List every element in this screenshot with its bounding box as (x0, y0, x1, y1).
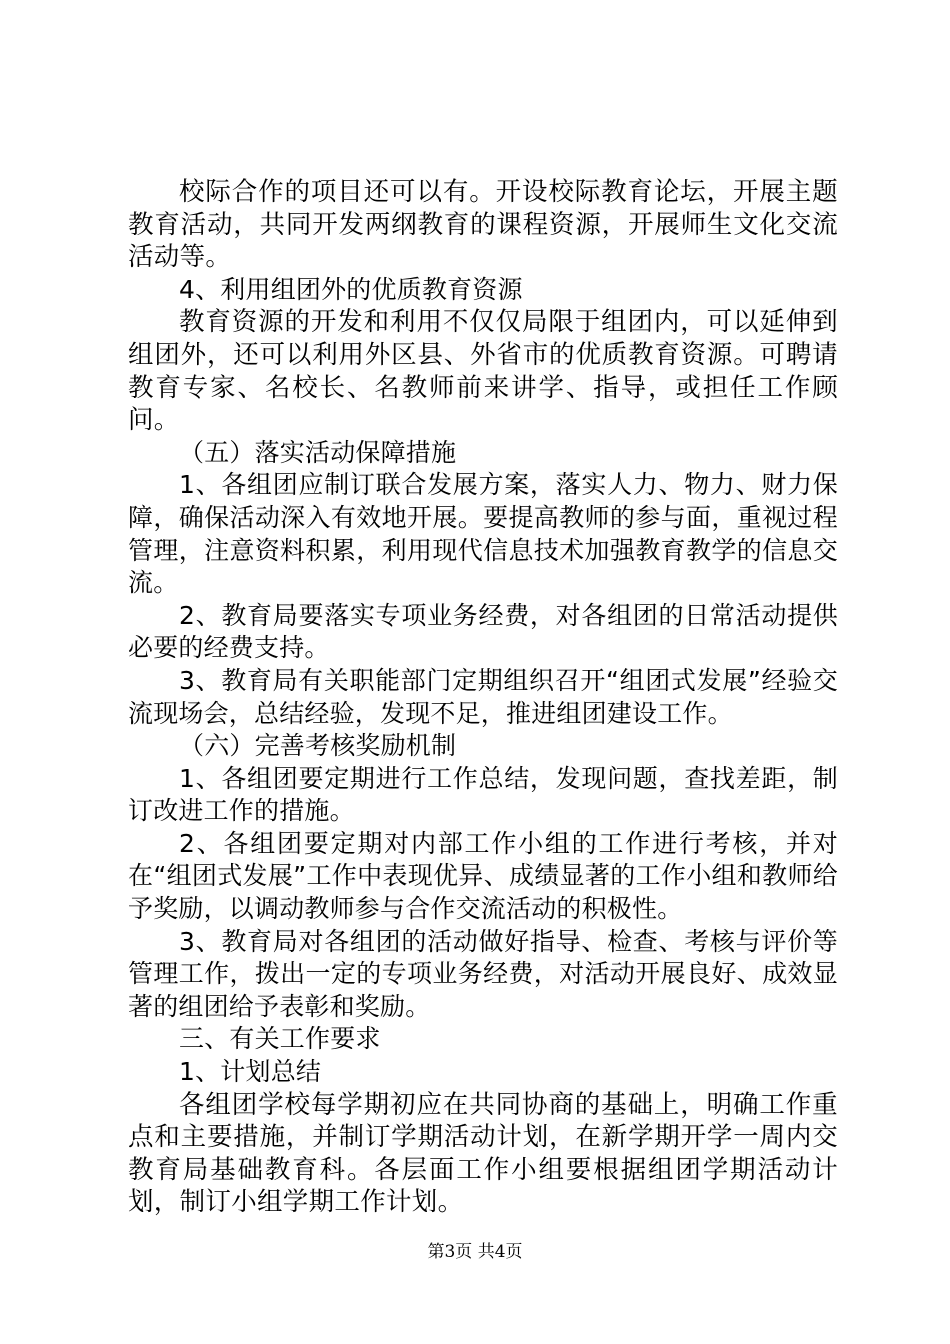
heading-external-resources: 4、利用组团外的优质教育资源 (179, 274, 523, 304)
paragraph-external-resources: 教育资源的开发和利用不仅仅局限于组团内，可以延伸到组团外，还可以利用外区县、外省市的优质教育资源。可聘请教育专家、名校长、名教师前来讲学、指导，或担任工作顾问。 (128, 307, 838, 436)
paragraph-cooperation-projects: 校际合作的项目还可以有。开设校际教育论坛，开展主题教育活动，共同开发两纲教育的课程资源，开展师生文化交流活动等。 (128, 177, 838, 273)
paragraph-six-item-3: 3、教育局对各组团的活动做好指导、检查、考核与评价等管理工作，拨出一定的专项业务经费，对活动开展良好、成效显著的组团给予表彰和奖励。 (128, 926, 838, 1021)
heading-section-five: （五）落实活动保障措施 (179, 437, 457, 467)
paragraph-six-item-2: 2、各组团要定期对内部工作小组的工作进行考核，并对在“组团式发展”工作中表现优异、成绩显著的工作小组和教师给予奖励，以调动教师参与合作交流活动的积极性。 (128, 828, 838, 924)
paragraph-plan-summary: 各组团学校每学期初应在共同协商的基础上，明确工作重点和主要措施，并制订学期活动计划，在新学期开学一周内交教育局基础教育科。各层面工作小组要根据组团学期活动计划，制订小组学期工作计划。 (128, 1089, 838, 1218)
paragraph-five-item-1: 1、各组团应制订联合发展方案，落实人力、物力、财力保障，确保活动深入有效地开展。要提高教师的参与面，重视过程管理，注意资料积累，利用现代信息技术加强教育教学的信息交流。 (128, 470, 838, 598)
document-body (128, 176, 838, 1219)
heading-section-six: （六）完善考核奖励机制 (179, 731, 457, 761)
page-footer: 第3页 共4页 (427, 1242, 523, 1262)
paragraph-five-item-3: 3、教育局有关职能部门定期组织召开“组团式发展”经验交流现场会，总结经验，发现不足，推进组团建设工作。 (128, 665, 838, 728)
heading-work-requirements: 三、有关工作要求 (179, 1024, 381, 1054)
heading-plan-summary: 1、计划总结 (179, 1057, 322, 1087)
paragraph-six-item-1: 1、各组团要定期进行工作总结，发现问题，查找差距，制订改进工作的措施。 (128, 763, 838, 826)
paragraph-five-item-2: 2、教育局要落实专项业务经费，对各组团的日常活动提供必要的经费支持。 (128, 600, 838, 663)
